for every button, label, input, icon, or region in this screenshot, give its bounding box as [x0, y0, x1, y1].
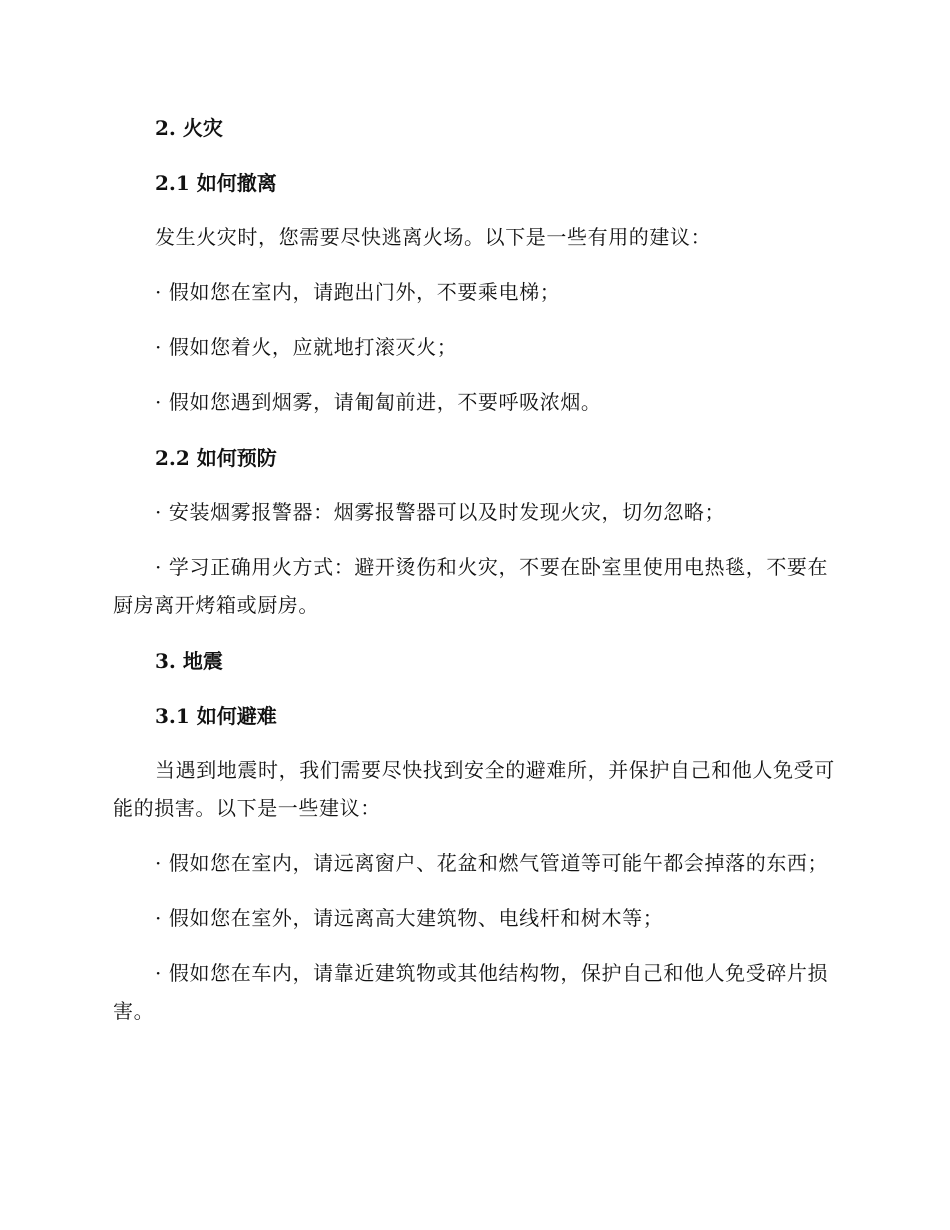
- bullet-fire-smoke: · 假如您遇到烟雾，请匍匐前进，不要呼吸浓烟。: [155, 390, 602, 414]
- paragraph-fire-intro: 发生火灾时，您需要尽快逃离火场。以下是一些有用的建议：: [155, 225, 712, 249]
- bullet-fire-indoor: · 假如您在室内，请跑出门外，不要乘电梯；: [155, 280, 561, 304]
- paragraph-earthquake-intro: 当遇到地震时，我们需要尽快找到安全的避难所，并保护自己和他人免受可能的损害。以下是一些建议：: [113, 758, 835, 820]
- section-heading-fire: 2. 火灾: [155, 116, 223, 140]
- bullet-fire-usage: · 学习正确用火方式：避开烫伤和火灾，不要在卧室里使用电热毯，不要在厨房离开烤箱或厨房。: [113, 555, 829, 617]
- bullet-earthquake-in-car: · 假如您在车内，请靠近建筑物或其他结构物，保护自己和他人免受碎片损害。: [113, 961, 829, 1023]
- subsection-heading-fire-prevent: 2.2 如何预防: [155, 446, 277, 470]
- bullet-earthquake-indoor: · 假如您在室内，请远离窗户、花盆和燃气管道等可能午都会掉落的东西；: [155, 851, 829, 875]
- section-heading-earthquake: 3. 地震: [155, 649, 223, 673]
- bullet-earthquake-outdoor: · 假如您在室外，请远离高大建筑物、电线杆和树木等；: [155, 906, 664, 930]
- subsection-heading-fire-evacuate: 2.1 如何撤离: [155, 171, 277, 195]
- bullet-fire-on-fire: · 假如您着火，应就地打滚灭火；: [155, 335, 458, 359]
- subsection-heading-earthquake-shelter: 3.1 如何避难: [155, 704, 277, 728]
- document-body: [113, 108, 837, 1047]
- bullet-smoke-alarm: · 安装烟雾报警器：烟雾报警器可以及时发现火灾，切勿忽略；: [155, 500, 726, 524]
